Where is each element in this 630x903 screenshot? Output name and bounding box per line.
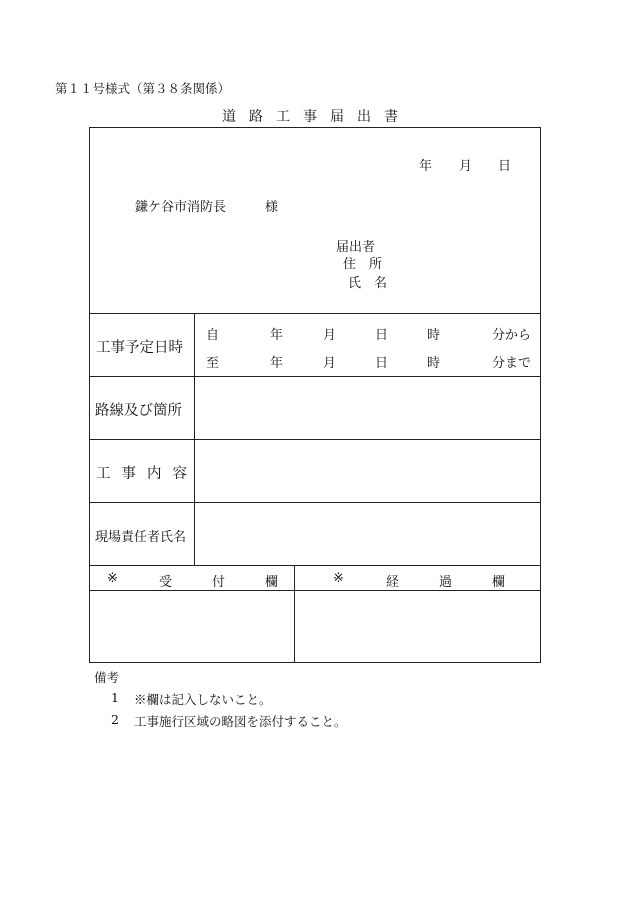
to-hour: 時	[427, 356, 441, 371]
progress-label: 経過欄	[386, 575, 546, 590]
date-month: 月	[459, 159, 473, 174]
receipt-area	[90, 591, 294, 662]
note-1-text: ※欄は記入しないこと。	[134, 692, 272, 707]
from-day: 日	[375, 328, 389, 343]
progress-mark: ※	[333, 571, 344, 586]
schedule-label: 工事予定日時	[96, 340, 183, 356]
note-2-text: 工事施行区域の略図を添付すること。	[134, 714, 347, 729]
from-prefix: 自	[206, 328, 220, 343]
row-divider	[90, 376, 540, 377]
notes-heading: 備考	[94, 670, 120, 685]
application-form-table	[89, 127, 546, 663]
label-column-divider	[194, 313, 195, 565]
date-year: 年	[419, 159, 433, 174]
note-2-number: 2	[111, 712, 119, 727]
progress-area	[295, 591, 540, 662]
row-divider	[90, 565, 540, 566]
from-year: 年	[270, 328, 284, 343]
name-label: 氏 名	[348, 276, 388, 291]
honorific: 様	[265, 200, 279, 215]
manager-label: 現場責任者氏名	[95, 530, 187, 545]
receipt-mark: ※	[107, 571, 118, 586]
date-day: 日	[498, 159, 512, 174]
document-title: 道路工事届出書	[222, 109, 411, 125]
receipt-label: 受付欄	[159, 575, 319, 590]
to-day: 日	[375, 356, 389, 371]
to-suffix: 分まで	[492, 356, 532, 371]
from-hour: 時	[427, 328, 441, 343]
to-prefix: 至	[206, 356, 220, 371]
to-year: 年	[270, 356, 284, 371]
row-divider	[90, 439, 540, 440]
applicant-label: 届出者	[336, 240, 376, 255]
route-label: 路線及び箇所	[95, 403, 182, 419]
addressee: 鎌ケ谷市消防長	[135, 200, 227, 215]
content-label: 工事内容	[96, 466, 198, 482]
from-suffix: 分から	[492, 328, 532, 343]
row-divider	[90, 502, 540, 503]
form-number: 第１１号様式（第３８条関係）	[55, 81, 231, 96]
row-divider	[90, 313, 540, 314]
address-label: 住 所	[343, 257, 383, 272]
note-1-number: 1	[111, 690, 119, 705]
from-month: 月	[323, 328, 337, 343]
to-month: 月	[323, 356, 337, 371]
